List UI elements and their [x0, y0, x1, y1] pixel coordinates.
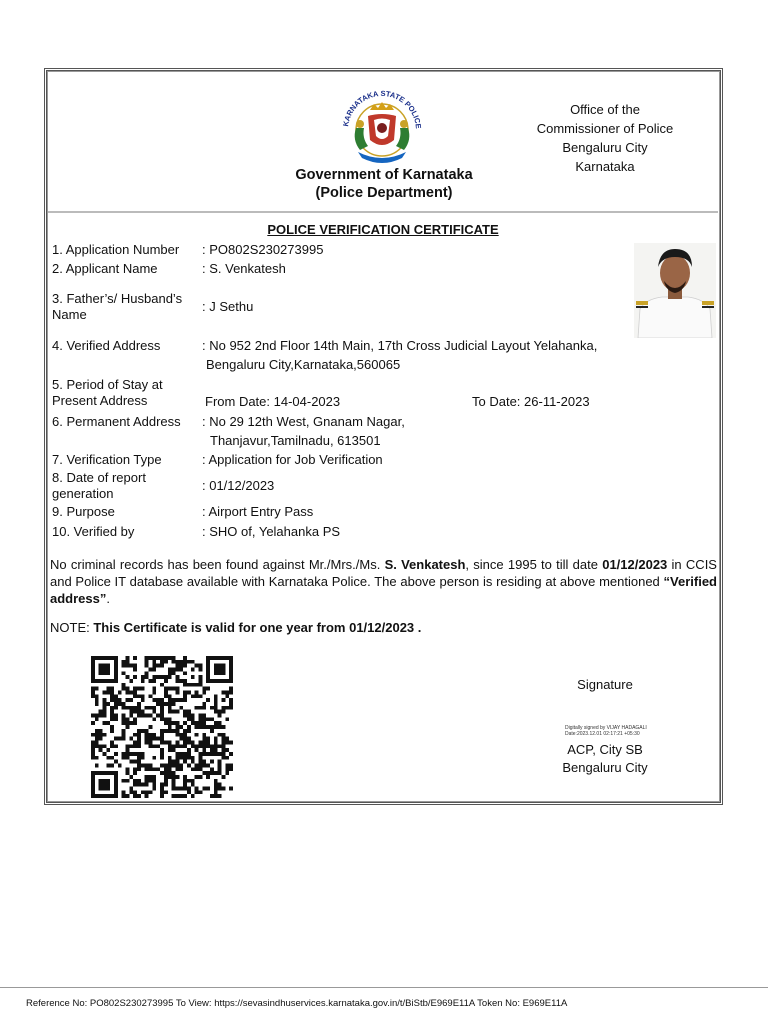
- field-label-permanent-address: 6. Permanent Address: [52, 414, 181, 429]
- field-value-application-number: : PO802S230273995: [202, 242, 324, 257]
- office-line: Office of the: [570, 102, 640, 117]
- applicant-photo: [634, 243, 716, 338]
- note-prefix: NOTE:: [50, 620, 94, 635]
- statement-part-2: , since 1995 to till date: [465, 557, 598, 572]
- statement-date: 01/12/2023: [602, 557, 668, 572]
- field-value-purpose: : Airport Entry Pass: [202, 504, 314, 519]
- qr-code: [86, 656, 238, 798]
- svg-text:KARNATAKA STATE POLICE: KARNATAKA STATE POLICE: [341, 88, 424, 130]
- field-label-applicant-name: 2. Applicant Name: [52, 261, 158, 276]
- field-label-father-name: 3. Father’s/ Husband’s Name: [52, 291, 183, 322]
- karnataka-police-emblem: [330, 80, 434, 168]
- digital-signature-stamp: [565, 725, 647, 737]
- statement-applicant-name: S. Venkatesh: [384, 557, 466, 572]
- government-heading: [260, 166, 508, 202]
- footer-reference: Reference No: PO802S230273995 To View: https://sevasindhuservices.karnataka.gov.in/t/BiStb/E969E11A Token No: E969E11A: [26, 998, 568, 1009]
- note-text: This Certificate is valid for one year from 01/12/2023 .: [93, 620, 422, 635]
- field-label-application-number: 1. Application Number: [52, 242, 180, 257]
- field-label-period-of-stay: 5. Period of Stay at Present Address: [52, 377, 163, 408]
- verification-statement: [50, 556, 717, 607]
- field-label-verified-address: 4. Verified Address: [52, 338, 161, 353]
- signatory: [540, 741, 670, 777]
- field-value-father-name: : J Sethu: [202, 299, 254, 314]
- field-label-purpose: 9. Purpose: [52, 504, 115, 519]
- statement-part-1: No criminal records has been found against Mr./Mrs./Ms.: [50, 557, 381, 572]
- footer-divider: [0, 987, 768, 988]
- field-value-from-date: From Date: 14-04-2023: [205, 394, 341, 409]
- header-divider: [48, 211, 718, 213]
- field-value-verified-address-2: Bengaluru City,Karnataka,560065: [206, 357, 401, 372]
- field-value-verification-type: : Application for Job Verification: [202, 452, 383, 467]
- office-line: Commissioner of Police: [536, 121, 674, 136]
- statement-verified-address: “Verified address”: [50, 574, 717, 606]
- certificate-title: POLICE VERIFICATION CERTIFICATE: [267, 222, 499, 237]
- field-label-verification-type: 7. Verification Type: [52, 452, 162, 467]
- digital-signature-line-1: Digitally signed by VIJAY HADAGALI: [565, 725, 647, 731]
- digital-signature-line-2: Date:2023.12.01 02:17:21 +05:30: [565, 731, 640, 737]
- office-address: [520, 100, 690, 176]
- field-value-permanent-address-2: Thanjavur,Tamilnadu, 613501: [210, 433, 381, 448]
- validity-note: [50, 620, 421, 635]
- signatory-location: Bengaluru City: [562, 760, 648, 775]
- statement-part-3: in CCIS and Police IT database available with Karnataka Police. The above person is residing at above mentioned: [50, 557, 717, 589]
- field-value-verified-address: : No 952 2nd Floor 14th Main, 17th Cross Judicial Layout Yelahanka,: [202, 338, 598, 353]
- signatory-title: ACP, City SB: [567, 742, 643, 757]
- field-label-report-date: 8. Date of report generation: [52, 470, 146, 501]
- field-label-verified-by: 10. Verified by: [52, 524, 135, 539]
- field-value-permanent-address: : No 29 12th West, Gnanam Nagar,: [202, 414, 405, 429]
- field-value-to-date: To Date: 26-11-2023: [472, 394, 590, 409]
- gov-line-2: (Police Department): [315, 185, 453, 201]
- signature-label: Signature: [577, 677, 633, 692]
- gov-line-1: Government of Karnataka: [295, 167, 473, 183]
- field-value-report-date: : 01/12/2023: [202, 478, 275, 493]
- field-value-applicant-name: : S. Venkatesh: [202, 261, 286, 276]
- office-line: Bengaluru City: [562, 140, 648, 155]
- statement-part-4: .: [106, 591, 110, 606]
- field-value-verified-by: : SHO of, Yelahanka PS: [202, 524, 341, 539]
- office-line: Karnataka: [575, 159, 635, 174]
